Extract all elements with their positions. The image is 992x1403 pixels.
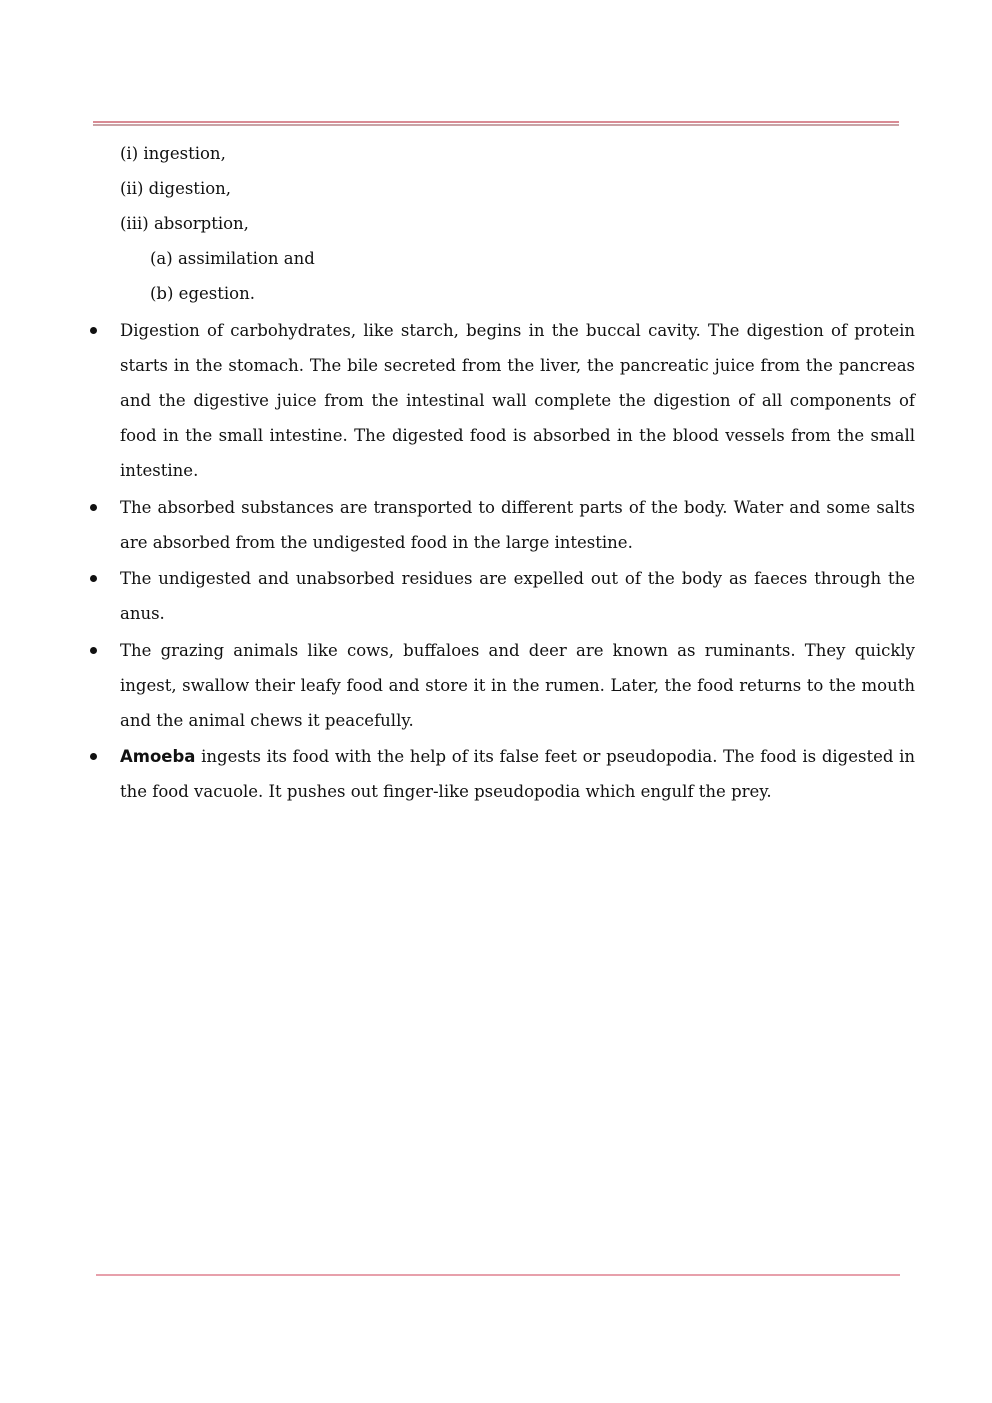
footer-rule — [96, 1274, 900, 1276]
bullet-paragraph: The grazing animals like cows, buffaloes and deer are known as ruminants. They quickly ingest, swallow their leafy food and store it in the rumen. Later, the food returns to the mouth and the animal chews it peacefully. — [120, 641, 915, 730]
step-item: (iii) absorption, — [120, 214, 249, 233]
sub-step-item: (a) assimilation and — [150, 249, 315, 268]
step-item: (i) ingestion, — [120, 144, 226, 163]
bullet-dot-icon — [89, 327, 99, 337]
bullet-dot-icon — [89, 504, 99, 514]
header-rule-line-primary — [93, 121, 899, 123]
bullet-paragraph: The absorbed substances are transported to different parts of the body. Water and some salts are absorbed from the undigested food in the large intestine. — [120, 498, 915, 552]
term-amoeba: Amoeba — [120, 747, 196, 766]
bullet-dot-icon — [89, 647, 99, 657]
header-rule — [93, 121, 899, 126]
bullet-paragraph-amoeba — [120, 739, 915, 809]
bullet-text: ingests its food with the help of its false feet or pseudopodia. The food is digested in the food vacuole. It pushes out finger-like pseudopodia which engulf the prey. — [120, 747, 915, 801]
header-rule-line-secondary — [93, 124, 899, 126]
bullet-paragraph: Digestion of carbohydrates, like starch, begins in the buccal cavity. The digestion of protein starts in the stomach. The bile secreted from the liver, the pancreatic juice from the pancreas and the digestive juice from the intestinal wall complete the digestion of all components of food in the small intestine. The digested food is absorbed in the blood vessels from the small intestine. — [120, 321, 915, 480]
bullet-paragraph: The undigested and unabsorbed residues are expelled out of the body as faeces through the anus. — [120, 569, 915, 623]
bullet-dot-icon — [89, 575, 99, 585]
step-item: (ii) digestion, — [120, 179, 232, 198]
bullet-dot-icon — [89, 753, 99, 763]
sub-step-item: (b) egestion. — [150, 284, 255, 303]
